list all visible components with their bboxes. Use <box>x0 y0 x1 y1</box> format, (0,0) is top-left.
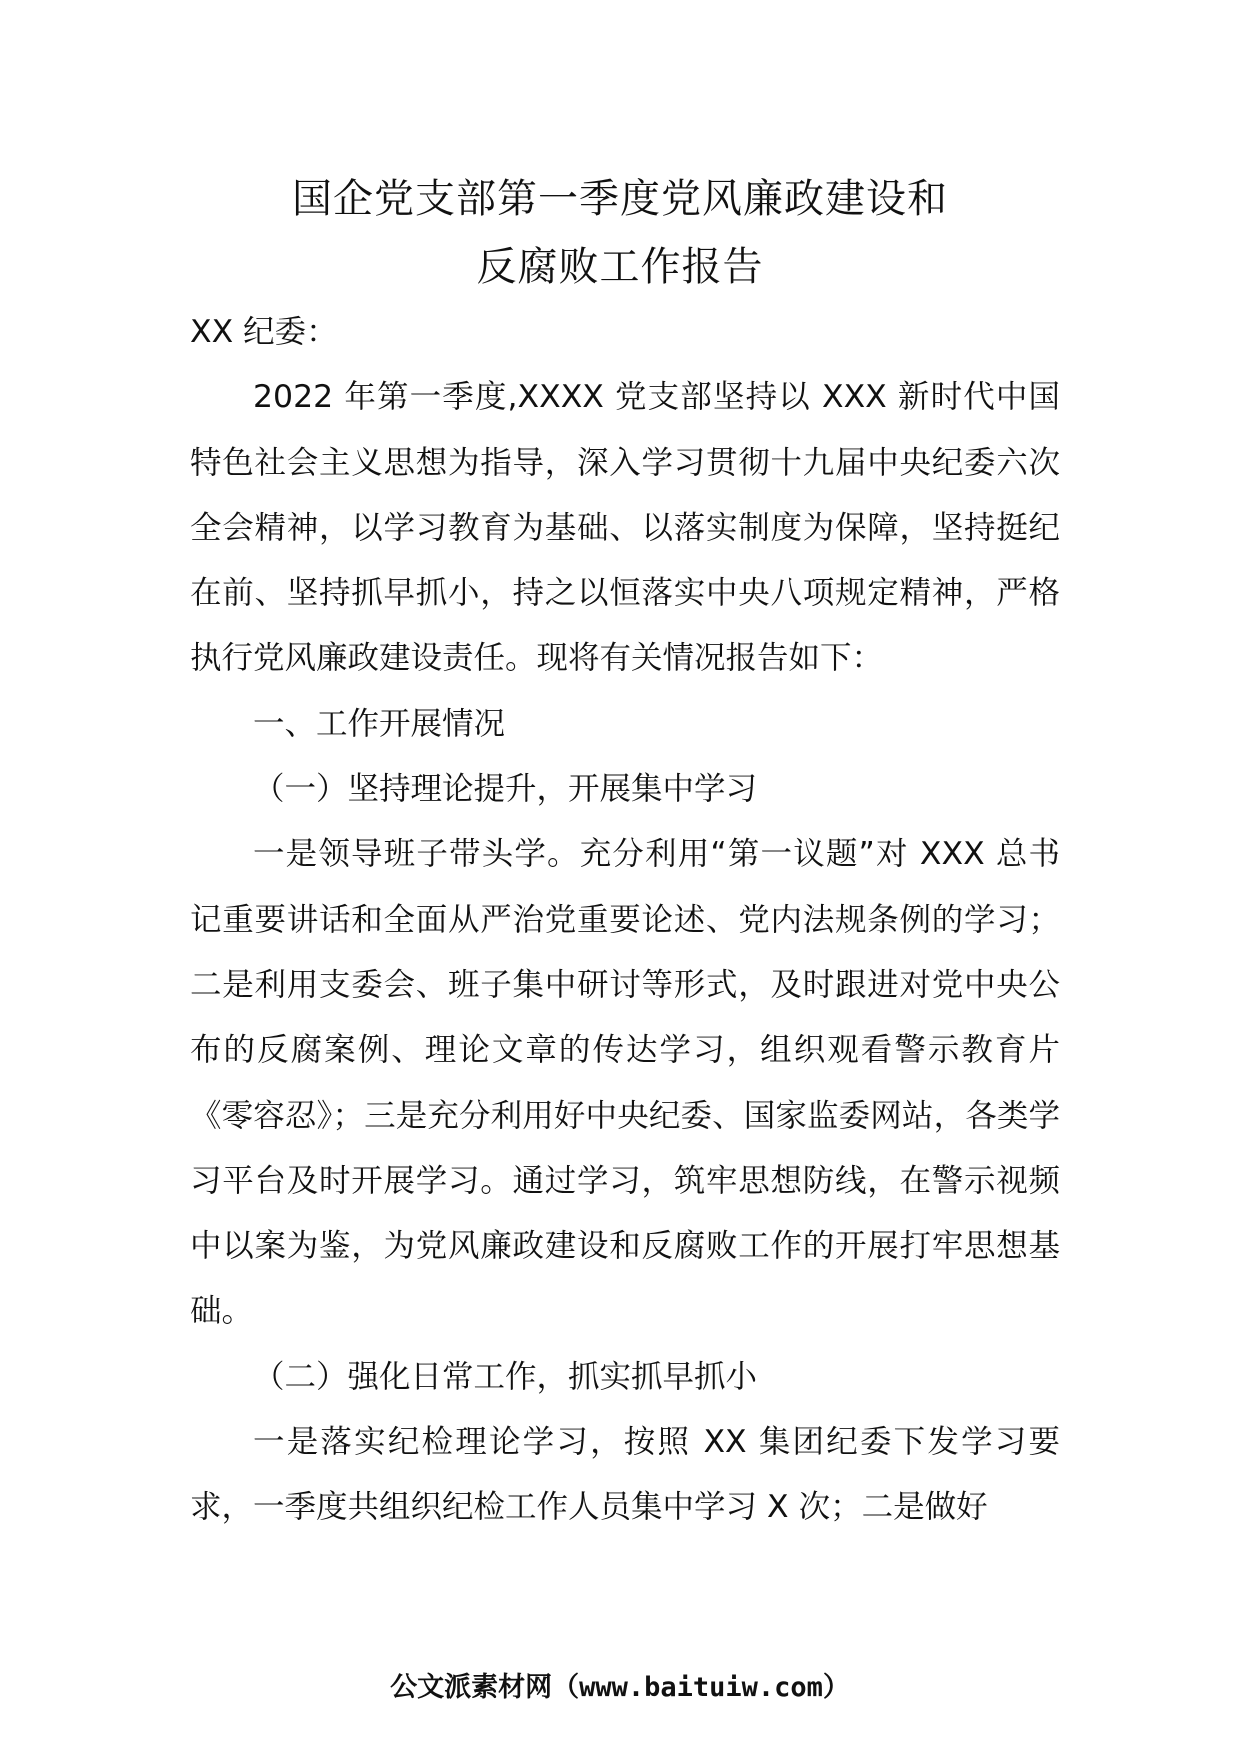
paragraph-daily-work: 一是落实纪检理论学习，按照 XX 集团纪委下发学习要求，一季度共组织纪检工作人员集中学习 X 次；二是做好 <box>190 1424 1060 1526</box>
footer-site-name: 公文派素材网 <box>390 1672 553 1703</box>
footer-close-paren: ） <box>822 1672 850 1703</box>
salutation: XX 纪委： <box>190 314 338 350</box>
subsection-heading-1: （一）坚持理论提升，开展集中学习 <box>253 771 758 808</box>
subsection-heading-2: （二）强化日常工作，抓实抓早抓小 <box>253 1358 758 1395</box>
paragraph-study: 一是领导班子带头学。充分利用“第一议题”对 XXX 总书记重要讲话和全面从严治党重要论述、党内法规条例的学习；二是利用支委会、班子集中研讨等形式，及时跟进对党中央公布的反腐案例、理论文章的传达学习，组织观看警示教育片《零容忍》；三是充分利用好中央纪委、国家监委网站，各类学习平台及时开展学习。通过学习，筑牢思想防线，在警示视频中以案为鉴，为党风廉政建设和反腐败工作的开展打牢思想基础。 <box>190 836 1060 1330</box>
footer-open-paren: （ <box>552 1672 580 1703</box>
section-heading-1: 一、工作开展情况 <box>253 705 506 742</box>
watermark-footer <box>0 1668 1240 1708</box>
document-title-line-1: 国企党支部第一季度党风廉政建设和 <box>292 176 948 222</box>
document-title-line-2: 反腐败工作报告 <box>476 244 764 290</box>
footer-url: www.baituiw.com <box>579 1672 823 1703</box>
document-body <box>190 300 1060 1541</box>
paragraph-intro: 2022 年第一季度,XXXX 党支部坚持以 XXX 新时代中国特色社会主义思想为指导，深入学习贯彻十九届中央纪委六次全会精神，以学习教育为基础、以落实制度为保障，坚持挺纪在前、坚持抓早抓小，持之以恒落实中央八项规定精神，严格执行党风廉政建设责任。现将有关情况报告如下： <box>190 379 1060 677</box>
